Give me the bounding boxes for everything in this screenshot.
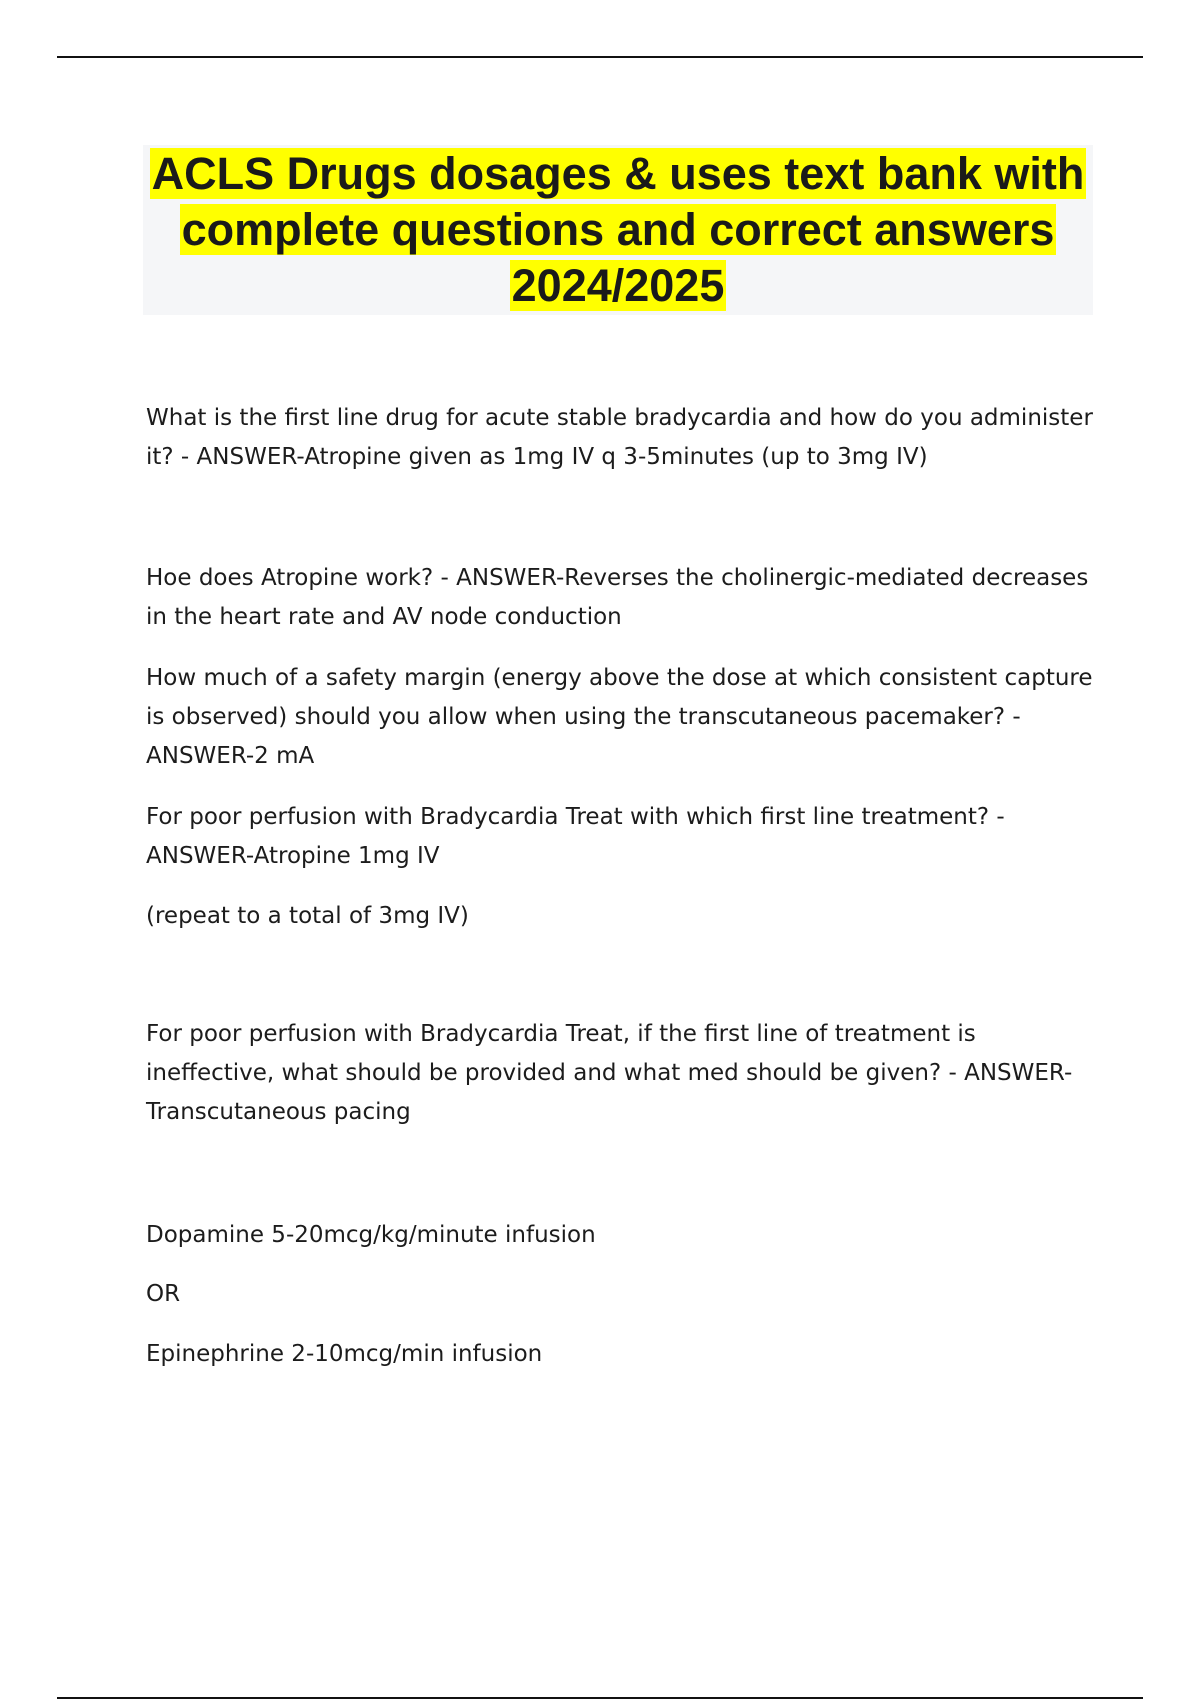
paragraph: For poor perfusion with Bradycardia Treat with which first line treatment? - ANSWER-Atropine 1mg IV	[146, 804, 1005, 869]
paragraph: What is the first line drug for acute stable bradycardia and how do you administer it? - ANSWER-Atropine given as 1mg IV q 3-5minutes (up to 3mg IV)	[146, 405, 1093, 470]
paragraph: Hoe does Atropine work? - ANSWER-Reverses the cholinergic-mediated decreases in the heart rate and AV node conduction	[146, 565, 1089, 630]
qa-item-4-note	[146, 897, 1096, 936]
title-block	[143, 145, 1093, 315]
document-title	[143, 146, 1093, 314]
paragraph: Dopamine 5-20mcg/kg/minute infusion	[146, 1222, 596, 1248]
paragraph: Epinephrine 2-10mcg/min infusion	[146, 1341, 543, 1367]
title-highlight: ACLS Drugs dosages & uses text bank with complete questions and correct answers 2024/2025	[151, 148, 1085, 311]
bottom-divider	[57, 1697, 1143, 1699]
qa-item-1	[146, 399, 1096, 477]
qa-item-4	[146, 798, 1096, 876]
qa-item-5	[146, 1015, 1096, 1132]
qa-item-3	[146, 659, 1096, 776]
paragraph: OR	[146, 1281, 181, 1307]
dopamine-line	[146, 1216, 1096, 1255]
top-divider	[57, 56, 1143, 58]
or-line	[146, 1275, 1096, 1314]
paragraph: (repeat to a total of 3mg IV)	[146, 903, 469, 929]
paragraph: How much of a safety margin (energy above the dose at which consistent capture is observed) should you allow when using the transcutaneous pacemaker? - ANSWER-2 mA	[146, 665, 1093, 769]
epinephrine-line	[146, 1335, 1096, 1374]
qa-item-2	[146, 559, 1096, 637]
paragraph: For poor perfusion with Bradycardia Treat, if the first line of treatment is ineffective, what should be provided and what med should be given? - ANSWER-Transcutaneous pacing	[146, 1021, 1073, 1125]
